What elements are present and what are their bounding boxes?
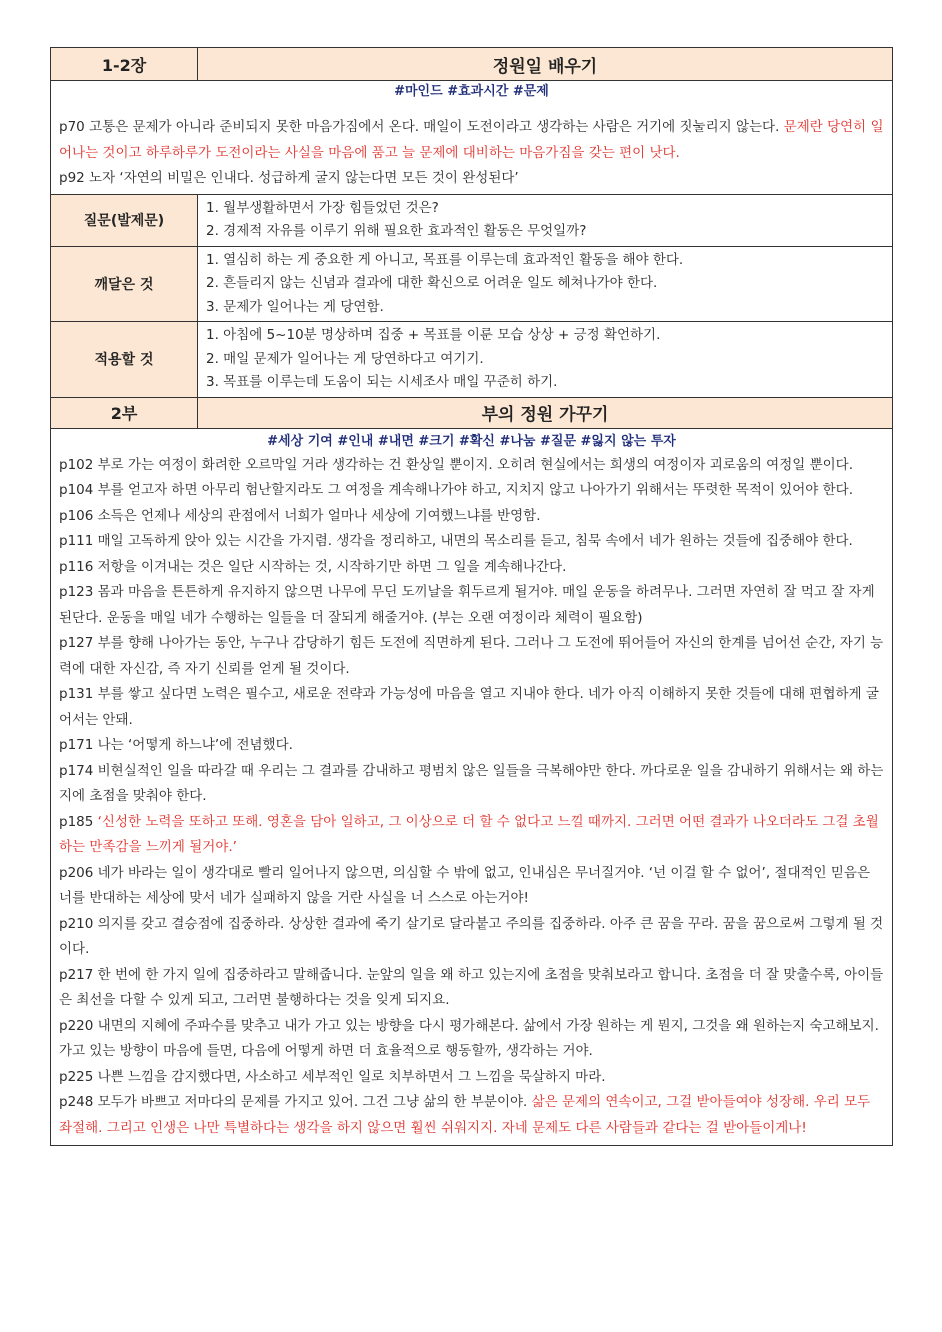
section1-header [50,47,893,81]
list-item: 2. 매일 문제가 일어나는 게 당연하다고 여기기. [206,350,484,367]
section1-title: 정원일 배우기 [492,56,598,77]
quote-p106: p106 소득은 언제나 세상의 관점에서 너희가 얼마나 세상에 기여했느냐를 반영함. [59,507,541,524]
apply-row [50,322,893,398]
quote-p92: p92 노자 ‘자연의 비밀은 인내다. 성급하게 굴지 않는다면 모든 것이 완성된다’ [59,170,519,186]
section2-tags: #세상 기여 #인내 #내면 #크기 #확신 #나눔 #질문 #잃지 않는 투자 [267,433,676,449]
document-page [50,47,893,1146]
highlight-p248: 삶은 문제의 연속이고, 그걸 받아들여야 성장해. 우리 모두 좌절해. 그리고 인생은 나만 특별하다는 생각을 하지 않으면 훨씬 쉬워지지. 자네 문제도 다른 사람들과 같다는 걸 받아들이게나! [59,1094,871,1136]
questions-list [198,195,892,246]
questions-label: 질문(발제문) [51,195,198,246]
questions-row [50,195,893,247]
quote-p217: p217 한 번에 한 가지 일에 집중하라고 말해줍니다. 눈앞의 일을 왜 하고 있는지에 초점을 맞춰보라고 합니다. 초점을 더 잘 맞출수록, 아이들은 최선을 다할 수 있게 되고, 그러면 불행하다는 것을 잊게 되지요. [59,966,884,1008]
quote-p225: p225 나쁜 느낌을 감지했다면, 사소하고 세부적인 일로 치부하면서 그 느낌을 묵살하지 마라. [59,1068,606,1085]
quote-p185: p185 ‘신성한 노력을 또하고 또해. 영혼을 담아 일하고, 그 이상으로 더 할 수 없다고 느낄 때까지. 그러면 어떤 결과가 나오더라도 그걸 초월하는 만족감을 느끼게 될거야.’ [59,813,879,855]
quote-p206: p206 네가 바라는 일이 생각대로 빨리 일어나지 않으면, 의심할 수 밖에 없고, 인내심은 무너질거야. ‘넌 이걸 할 수 없어’, 절대적인 믿음은 너를 반대하는 세상에 맞서 네가 실패하지 않을 거란 사실을 너 스스로 아는거야! [59,864,870,906]
section1-body [50,81,893,195]
quote-p127: p127 부를 향해 나아가는 동안, 누구나 감당하기 힘든 도전에 직면하게 된다. 그러나 그 도전에 뛰어들어 자신의 한계를 넘어선 순간, 자기 능력에 대한 자신감, 즉 자기 신뢰를 얻게 될 것이다. [59,635,884,677]
list-item: 3. 목표를 이루는데 도움이 되는 시세조사 매일 꾸준히 하기. [206,374,558,390]
quote-p174: p174 비현실적인 일을 따라갈 때 우리는 그 결과를 감내하고 평범치 않은 일들을 극복해야만 한다. 까다로운 일을 감내하기 위해서는 왜 하는지에 초점을 맞춰야 한다. [59,762,884,804]
section1-tags: #마인드 #효과시간 #문제 [394,84,549,99]
part-label: 2부 [51,398,198,428]
quote-p111: p111 매일 고독하게 앉아 있는 시간을 가지렴. 생각을 정리하고, 내면의 목소리를 듣고, 침묵 속에서 네가 원하는 것들에 집중해야 한다. [59,533,853,549]
list-item: 1. 열심히 하는 게 중요한 게 아니고, 목표를 이루는데 효과적인 활동을 해야 한다. [206,251,684,268]
quote-p220: p220 내면의 지혜에 주파수를 맞추고 내가 가고 있는 방향을 다시 평가해본다. 삶에서 가장 원하는 게 뭔지, 그것을 왜 원하는지 숙고해보지. 가고 있는 방향이 마음에 들면, 다음에 어떻게 하면 더 효율적으로 행동할까, 생각하는 거야. [59,1017,879,1059]
apply-list [198,322,892,397]
realized-label: 깨달은 것 [51,247,198,322]
quote-p116: p116 저항을 이겨내는 것은 일단 시작하는 것, 시작하기만 하면 그 일을 계속해나간다. [59,558,567,575]
list-item: 1. 아침에 5~10분 명상하며 집중 + 목표를 이룬 모습 상상 + 긍정 확언하기. [206,327,661,343]
apply-label: 적용할 것 [51,322,198,397]
list-item: 3. 문제가 일어나는 게 당연함. [206,298,384,315]
realized-row [50,247,893,323]
quote-p210: p210 의지를 갖고 결승점에 집중하라. 상상한 결과에 죽기 살기로 달라붙고 주의를 집중하라. 아주 큰 꿈을 꾸라. 꿈을 꿈으로써 그렇게 될 것이다. [59,915,884,957]
quote-p102: p102 부로 가는 여정이 화려한 오르막일 거라 생각하는 건 환상일 뿐이지. 오히려 현실에서는 희생의 여정이자 괴로움의 여정일 뿐이다. [59,456,854,473]
quote-p70: p70 고통은 문제가 아니라 준비되지 못한 마음가짐에서 온다. 매일이 도전이라고 생각하는 사람은 거기에 짓눌리지 않는다. 문제란 당연히 일어나는 것이고 하루하루가 도전이라는 사실을 마음에 품고 늘 문제에 대비하는 마음가짐을 갖는 편이 낫다. [59,119,884,161]
highlight-p70: 문제란 당연히 일어나는 것이고 하루하루가 도전이라는 사실을 마음에 품고 늘 문제에 대비하는 마음가짐을 갖는 편이 낫다. [59,119,884,161]
list-item: 2. 흔들리지 않는 신념과 결과에 대한 확신으로 어려운 일도 헤쳐나가야 한다. [206,275,658,291]
section2-header [50,398,893,429]
realized-list [198,247,892,322]
quote-p171: p171 나는 ‘어떻게 하느냐’에 전념했다. [59,737,293,753]
list-item: 2. 경제적 자유를 이루기 위해 필요한 효과적인 활동은 무엇일까? [206,223,587,239]
quote-p248: p248 모두가 바쁘고 저마다의 문제를 가지고 있어. 그건 그냥 삶의 한 부분이야. 삶은 문제의 연속이고, 그걸 받아들여야 성장해. 우리 모두 좌절해. 그리고 인생은 나만 특별하다는 생각을 하지 않으면 훨씬 쉬워지지. 자네 문제도 다른 사람들과 같다는 걸 받아들이게나! [59,1094,871,1136]
quote-p123: p123 몸과 마음을 튼튼하게 유지하지 않으면 나무에 무딘 도끼날을 휘두르게 될거야. 매일 운동을 하려무나. 그러면 자연히 잘 먹고 잘 자게 된단다. 운동을 매일 네가 수행하는 일들을 더 잘되게 해줄거야. (부는 오랜 여정이라 체력이 필요함) [59,584,875,626]
section2-title: 부의 정원 가꾸기 [481,405,609,425]
list-item: 1. 월부생활하면서 가장 힘들었던 것은? [206,199,439,216]
highlight-p185: ‘신성한 노력을 또하고 또해. 영혼을 담아 일하고, 그 이상으로 더 할 수 없다고 느낄 때까지. 그러면 어떤 결과가 나오더라도 그걸 초월하는 만족감을 느끼게 될거야.’ [59,813,879,855]
quote-p131: p131 부를 쌓고 싶다면 노력은 필수고, 새로운 전략과 가능성에 마음을 열고 지내야 한다. 네가 아직 이해하지 못한 것들에 대해 편협하게 굴어서는 안돼. [59,686,879,728]
section2-body [50,429,893,1147]
quote-p104: p104 부를 얻고자 하면 아무리 험난할지라도 그 여정을 계속해나가야 하고, 지치지 않고 나아가기 위해서는 뚜렷한 목적이 있어야 한다. [59,482,854,498]
chapter-label: 1-2장 [51,48,198,80]
